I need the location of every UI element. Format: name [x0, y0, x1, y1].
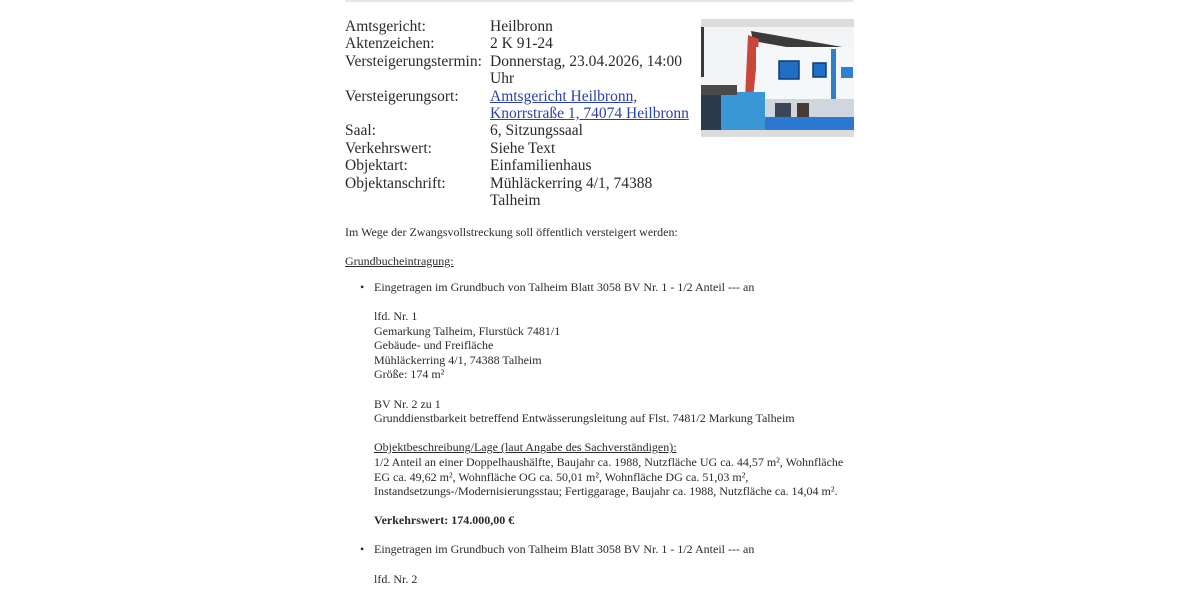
parcel-block: [374, 309, 855, 382]
info-label: Versteigerungstermin:: [345, 52, 482, 70]
info-row-versteigerungstermin: [345, 53, 695, 88]
groesse: Größe: 174 m²: [374, 367, 445, 382]
list-item: [360, 542, 855, 586]
lfd-nr: lfd. Nr. 2: [374, 571, 418, 586]
house-photo-icon: [701, 19, 854, 137]
info-label: Versteigerungsort:: [345, 87, 459, 105]
info-value: Siehe Text: [490, 139, 556, 157]
list-item: [360, 279, 855, 528]
property-photo[interactable]: [701, 19, 854, 137]
top-divider: [345, 0, 853, 2]
court-location-link[interactable]: [490, 88, 689, 122]
info-row-versteigerungsort: [345, 88, 695, 123]
description-text: 1/2 Anteil an einer Doppelhaushälfte, Baujahr ca. 1988, Nutzfläche UG ca. 44,57 m², Wohnfläche EG ca. 49,62 m², Wohnfläche OG ca. 50,01 m², Wohnfläche DG ca. 51,03 m², Instandsetzungs-/Modernisierungsstau; Fertiggarage, Baujahr ca. 1988, Nutzfläche ca. 14,04 m².: [374, 454, 844, 499]
gemarkung: Gemarkung Talheim, Flurstück 7481/1: [374, 323, 561, 338]
market-value: [374, 513, 855, 528]
info-label: Aktenzeichen:: [345, 35, 435, 53]
info-label: Verkehrswert:: [345, 139, 432, 157]
notice-body: [345, 225, 855, 586]
info-value: 2 K 91-24: [490, 35, 553, 53]
easement-block: [374, 397, 855, 426]
info-label: Objektart:: [345, 157, 408, 175]
info-row-objektart: [345, 157, 695, 174]
intro-text: Im Wege der Zwangsvollstreckung soll öffentlich versteigert werden:: [345, 225, 678, 239]
entry-head: Eingetragen im Grundbuch von Talheim Blatt 3058 BV Nr. 1 - 1/2 Anteil --- an: [374, 542, 755, 557]
link-line-2: Knorrstraße 1, 74074 Heilbronn: [490, 105, 689, 123]
dienstbarkeit: Grunddienstbarkeit betreffend Entwässerungsleitung auf Flst. 7481/2 Markung Talheim: [374, 411, 795, 426]
info-row-verkehrswert: [345, 140, 695, 157]
info-value: Einfamilienhaus: [490, 157, 592, 175]
info-label: Objektanschrift:: [345, 174, 446, 192]
info-row-aktenzeichen: [345, 35, 695, 52]
market-value-text: Verkehrswert: 174.000,00 €: [374, 513, 515, 528]
info-row-amtsgericht: [345, 18, 695, 35]
info-row-objektanschrift: [345, 175, 695, 210]
auction-info-table: [345, 18, 695, 209]
info-value: [490, 88, 695, 123]
entry-list: [345, 280, 855, 586]
section-heading: Grundbucheintragung:: [345, 254, 454, 269]
link-line-1: Amtsgericht Heilbronn,: [490, 87, 638, 105]
info-value: Heilbronn: [490, 18, 553, 35]
description-block: [374, 440, 855, 498]
nutzung: Gebäude- und Freifläche: [374, 338, 494, 353]
info-label: Amtsgericht:: [345, 18, 426, 35]
bv-nr: BV Nr. 2 zu 1: [374, 396, 441, 411]
info-value: Mühläckerring 4/1, 74388 Talheim: [490, 174, 653, 210]
entry-head: Eingetragen im Grundbuch von Talheim Blatt 3058 BV Nr. 1 - 1/2 Anteil --- an: [374, 279, 755, 294]
lfd-nr: lfd. Nr. 1: [374, 308, 418, 323]
description-heading: Objektbeschreibung/Lage (laut Angabe des Sachverständigen):: [374, 440, 677, 455]
info-row-saal: [345, 122, 695, 139]
info-value: Donnerstag, 23.04.2026, 14:00 Uhr: [490, 52, 683, 88]
bullet-icon: •: [360, 542, 365, 557]
adresse: Mühläckerring 4/1, 74388 Talheim: [374, 352, 542, 367]
info-label: Saal:: [345, 122, 376, 140]
bullet-icon: •: [360, 279, 365, 294]
info-value: 6, Sitzungssaal: [490, 122, 583, 140]
